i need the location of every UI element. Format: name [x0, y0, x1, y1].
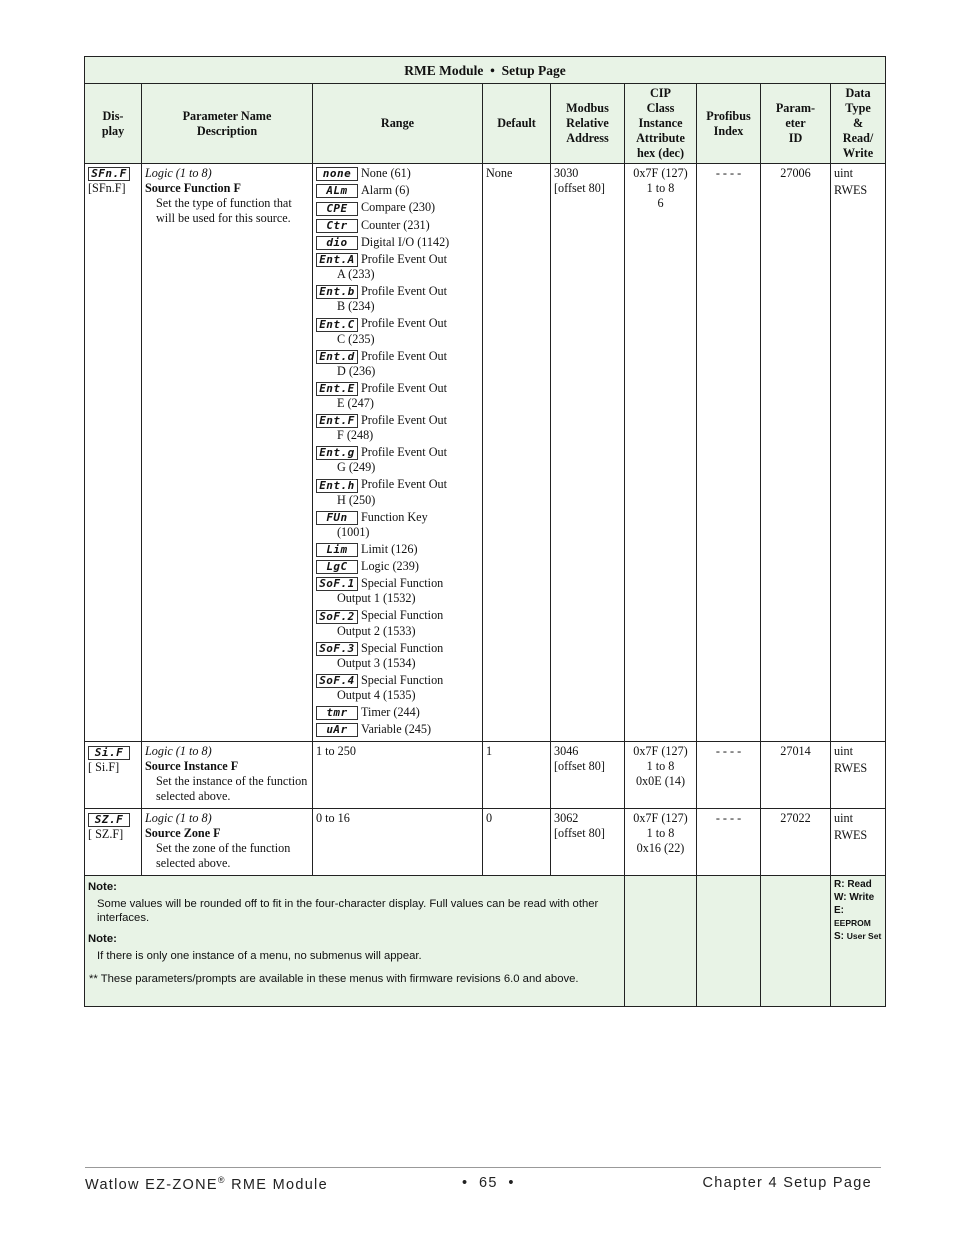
range-option-text: Logic (239)	[361, 559, 419, 574]
range-option	[316, 673, 479, 703]
data-type: uint	[834, 744, 853, 759]
range-option-continuation: (1001)	[337, 524, 370, 539]
range-option	[316, 218, 479, 233]
read-write: RWES	[834, 761, 868, 776]
footer-left	[85, 1175, 328, 1193]
footer-product: Watlow EZ-ZONE	[85, 1176, 218, 1193]
range-option-code: ALm	[316, 184, 358, 198]
cip-class: 0x7F (127)	[633, 744, 688, 759]
range-option	[316, 542, 479, 557]
range-option-code: Ent.g	[316, 446, 358, 460]
default-value: None	[483, 164, 551, 742]
range-option	[316, 235, 479, 250]
cip-class: 0x7F (127)	[633, 166, 688, 180]
header-range: Range	[313, 84, 483, 164]
notes-spacer	[697, 876, 761, 1007]
default-value: 1	[483, 742, 551, 809]
notes-spacer	[625, 876, 697, 1007]
table-row	[85, 742, 886, 809]
rw-legend	[831, 876, 886, 1007]
range-list	[313, 164, 483, 742]
page-number: • 65 •	[462, 1175, 515, 1191]
range-option-text: Profile Event Out	[361, 445, 447, 460]
range-option-text: Special Function	[361, 640, 444, 655]
parameter-id: 27014	[761, 742, 831, 809]
range-option-code: Ctr	[316, 219, 358, 233]
cip-instance: 1 to 8	[646, 826, 675, 841]
profibus-index: - - - -	[697, 742, 761, 809]
table-row	[85, 809, 886, 876]
display-text: [ Si.F]	[88, 759, 120, 774]
legend-write: W: Write	[834, 892, 875, 904]
note-label: Note:	[88, 881, 117, 894]
param-desc: Set the zone of the function selected above.	[156, 841, 291, 871]
header-default: Default	[483, 84, 551, 164]
parameter-id: 27006	[761, 164, 831, 742]
header-param-name: Parameter Name Description	[142, 84, 313, 164]
note-text: Some values will be rounded off to fit in the four-character display. Full values can be read with other interfaces.	[97, 898, 599, 925]
modbus-offset: [offset 80]	[554, 181, 605, 195]
read-write: RWES	[834, 183, 868, 197]
range-option-text: Variable (245)	[361, 722, 432, 737]
range-option-code: FUn	[316, 511, 358, 525]
range-option-code: Ent.d	[316, 350, 358, 364]
range-text: 0 to 16	[313, 809, 483, 876]
header-data-type: Data Type & Read/ Write	[831, 84, 886, 164]
range-option-code: SoF.1	[316, 577, 358, 591]
range-option	[316, 183, 479, 198]
range-option-text: Special Function	[361, 608, 444, 623]
range-option	[316, 445, 479, 475]
range-option-continuation: G (249)	[337, 460, 376, 475]
range-option	[316, 477, 479, 507]
range-option-code: SoF.4	[316, 674, 358, 688]
modbus-address: 3062	[554, 811, 579, 826]
registered-mark: ®	[217, 1175, 226, 1185]
profibus-index: - - - -	[697, 164, 761, 742]
range-option	[316, 381, 479, 411]
range-option-text: Function Key	[361, 509, 428, 524]
cip-attribute: 0x16 (22)	[636, 841, 685, 856]
param-name: Source Zone F	[145, 826, 221, 841]
cip-attribute: 6	[657, 196, 664, 210]
range-option-code: Ent.b	[316, 285, 358, 299]
modbus-offset: [offset 80]	[554, 826, 605, 841]
range-option-text: Profile Event Out	[361, 477, 447, 492]
range-option-text: Compare (230)	[361, 200, 436, 215]
range-option-code: CPE	[316, 202, 358, 216]
range-option	[316, 705, 479, 720]
param-desc: Set the instance of the function selected above.	[156, 774, 308, 804]
range-option-text: Profile Event Out	[361, 252, 447, 267]
param-name: Source Instance F	[145, 759, 239, 774]
range-option-text: Profile Event Out	[361, 348, 447, 363]
footer-module: RME Module	[225, 1176, 328, 1193]
read-write: RWES	[834, 828, 868, 843]
range-option-continuation: H (250)	[337, 492, 376, 507]
range-option	[316, 252, 479, 282]
range-option-code: Ent.E	[316, 382, 358, 396]
notes-row	[85, 876, 886, 1007]
display-code: Si.F	[88, 746, 130, 760]
range-option-code: SoF.2	[316, 610, 358, 624]
range-option	[316, 316, 479, 346]
cip-instance: 1 to 8	[646, 181, 675, 195]
legend-read: R: Read	[834, 879, 872, 891]
legend-e-key: E:	[834, 905, 844, 917]
range-option-text: Limit (126)	[361, 541, 418, 556]
modbus-offset: [offset 80]	[554, 759, 605, 774]
profibus-index: - - - -	[697, 809, 761, 876]
header-modbus: Modbus Relative Address	[551, 84, 625, 164]
range-option-code: Ent.h	[316, 479, 358, 493]
range-option-continuation: Output 1 (1532)	[337, 591, 416, 606]
range-option	[316, 559, 479, 574]
table-header-row	[85, 84, 886, 164]
cip-class: 0x7F (127)	[633, 811, 688, 826]
range-option-text: Special Function	[361, 576, 444, 591]
range-option-code: none	[316, 167, 358, 181]
range-option-continuation: A (233)	[337, 267, 375, 282]
footer-chapter: Chapter 4 Setup Page	[702, 1175, 872, 1191]
header-param-id: Param- eter ID	[761, 84, 831, 164]
param-desc: Set the type of function that will be used for this source.	[156, 196, 292, 225]
range-option-continuation: C (235)	[337, 331, 375, 346]
range-option-code: Ent.C	[316, 318, 358, 332]
header-cip: CIP Class Instance Attribute hex (dec)	[625, 84, 697, 164]
legend-e-val: EEPROM	[834, 918, 871, 929]
legend-s-key: S:	[834, 931, 844, 943]
range-option-code: dio	[316, 236, 358, 250]
logic-label: Logic (1 to 8)	[145, 744, 212, 759]
notes-spacer	[761, 876, 831, 1007]
table-row	[85, 164, 886, 742]
header-profibus: Profibus Index	[697, 84, 761, 164]
range-option-code: LgC	[316, 560, 358, 574]
display-text: [SFn.F]	[88, 181, 126, 196]
range-option-text: Timer (244)	[361, 705, 420, 720]
note-label: Note:	[88, 933, 117, 946]
range-option	[316, 413, 479, 443]
notes-cell	[85, 876, 625, 1007]
range-option-text: Profile Event Out	[361, 284, 447, 299]
cip-attribute: 0x0E (14)	[635, 774, 686, 789]
range-option-code: Ent.A	[316, 253, 358, 267]
param-name: Source Function F	[145, 181, 241, 195]
range-option-code: Lim	[316, 543, 358, 557]
range-option-continuation: E (247)	[337, 396, 374, 411]
data-type: uint	[834, 811, 853, 826]
range-option	[316, 166, 479, 181]
range-option-text: Profile Event Out	[361, 380, 447, 395]
range-option-code: Ent.F	[316, 414, 358, 428]
legend-s-val: User Set	[846, 931, 882, 942]
range-option-continuation: D (236)	[337, 363, 376, 378]
display-code: SZ.F	[88, 813, 130, 827]
range-option-continuation: Output 2 (1533)	[337, 623, 416, 638]
cip-instance: 1 to 8	[646, 759, 675, 774]
modbus-address: 3046	[554, 744, 579, 759]
range-option-code: uAr	[316, 723, 358, 737]
range-option-text: Digital I/O (1142)	[361, 234, 450, 249]
table-title: RME Module • Setup Page	[85, 57, 886, 84]
range-option	[316, 200, 479, 215]
range-option-continuation: Output 4 (1535)	[337, 688, 416, 703]
range-option-text: Alarm (6)	[361, 183, 410, 198]
footer-divider	[85, 1167, 881, 1168]
range-option	[316, 608, 479, 638]
logic-label: Logic (1 to 8)	[145, 166, 212, 180]
range-option	[316, 576, 479, 606]
note-text: ** These parameters/prompts are available in these menus with firmware revisions 6.0 and above.	[89, 973, 579, 986]
parameter-table	[84, 56, 886, 1007]
data-type: uint	[834, 166, 853, 180]
range-option-text: Counter (231)	[361, 217, 430, 232]
range-option-text: Profile Event Out	[361, 413, 447, 428]
range-option	[316, 349, 479, 379]
range-option-continuation: Output 3 (1534)	[337, 655, 416, 670]
note-text: If there is only one instance of a menu, no submenus will appear.	[97, 950, 422, 963]
modbus-address: 3030	[554, 166, 579, 180]
range-option-text: Profile Event Out	[361, 316, 447, 331]
default-value: 0	[483, 809, 551, 876]
parameter-id: 27022	[761, 809, 831, 876]
range-option	[316, 722, 479, 737]
display-text: [ SZ.F]	[88, 826, 124, 841]
range-option-continuation: B (234)	[337, 299, 375, 314]
range-option-continuation: F (248)	[337, 428, 374, 443]
range-option	[316, 510, 479, 540]
range-option-code: SoF.3	[316, 642, 358, 656]
range-option	[316, 641, 479, 671]
range-option-text: None (61)	[361, 166, 411, 180]
logic-label: Logic (1 to 8)	[145, 811, 212, 826]
range-option-text: Special Function	[361, 672, 444, 687]
header-display: Dis- play	[85, 84, 142, 164]
range-text: 1 to 250	[313, 742, 483, 809]
range-option-code: tmr	[316, 706, 358, 720]
range-option	[316, 284, 479, 314]
display-code: SFn.F	[88, 167, 130, 181]
